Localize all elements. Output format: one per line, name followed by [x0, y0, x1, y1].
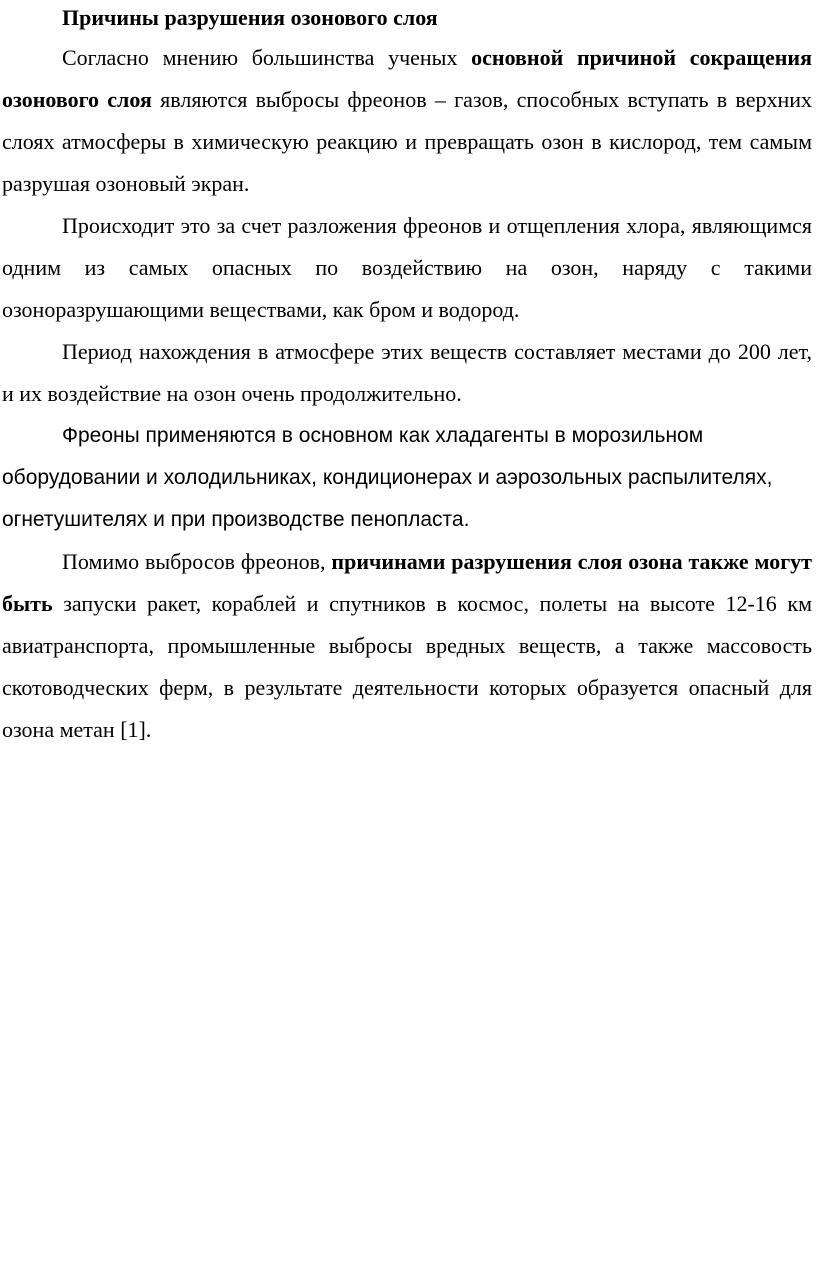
paragraph-1-bold: основной причиной сокращения озонового слоя	[2, 45, 812, 112]
paragraph-2: Происходит это за счет разложения фреонов и отщепления хлора, являющимся одним из самых опасных по воздействию на озон, наряду с такими озоноразрушающими веществами, как бром и водород.	[2, 213, 812, 322]
paragraph-1-rest: являются выбросы фреонов – газов, способных вступать в верхних слоях атмосферы в химическую реакцию и превращать озон в кислород, тем самым разрушая озоновый экран.	[2, 87, 813, 196]
paragraph-5-lead: Помимо выбросов фреонов,	[62, 549, 332, 574]
paragraph-3-block	[2, 331, 812, 415]
paragraph-4: Фреоны применяются в основном как хладагенты в морозильном оборудовании и холодильниках, кондиционерах и аэрозольных распылителях, огнетушителях и при производстве пенопласта.	[2, 424, 773, 531]
paragraph-1-block	[2, 37, 812, 205]
paragraph-5-bold: причинами разрушения слоя озона также могут быть	[2, 549, 812, 616]
paragraph-5	[2, 541, 812, 751]
paragraph-1	[2, 37, 812, 205]
paragraph-5-rest: запуски ракет, кораблей и спутников в космос, полеты на высоте 12-16 км авиатранспорта, промышленные выбросы вредных веществ, а также массовость скотоводческих ферм, в результате деятельности которых образуется опасный для озона метан [1].	[2, 591, 812, 742]
paragraph-4-block	[2, 415, 812, 541]
paragraph-3: Период нахождения в атмосфере этих веществ составляет местами до 200 лет, и их воздействие на озон очень продолжительно.	[2, 339, 812, 406]
document-title: Причины разрушения озонового слоя	[62, 5, 438, 30]
paragraph-2-block	[2, 205, 812, 331]
paragraph-1-lead: Согласно мнению большинства ученых	[62, 45, 472, 70]
paragraph-5-block	[2, 541, 812, 751]
